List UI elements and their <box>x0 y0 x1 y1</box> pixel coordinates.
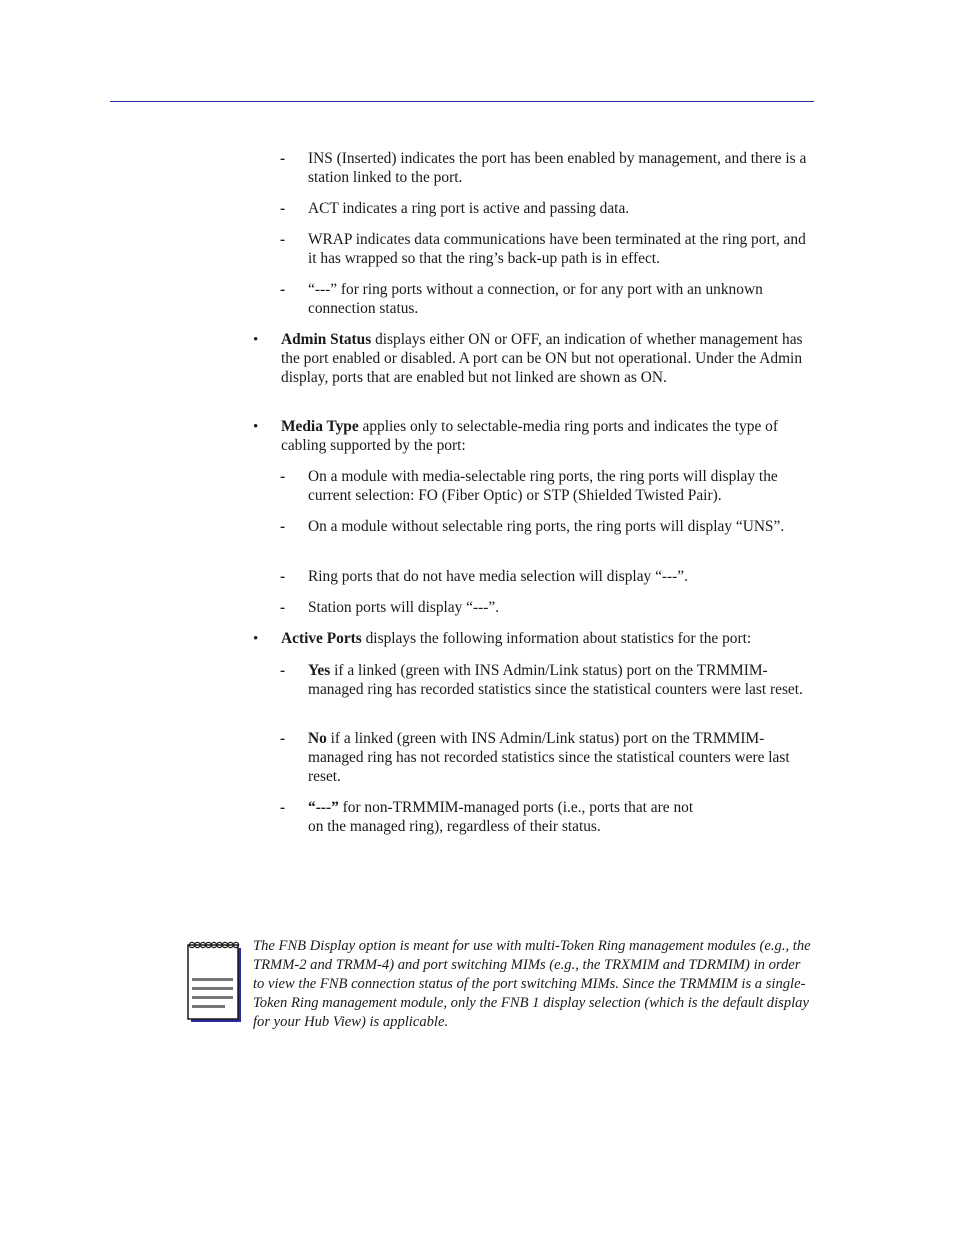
media-type-desc: applies only to selectable-media ring ports and indicates the type of cabling supported by the port: <box>281 418 778 454</box>
dash-marker: - <box>280 150 286 167</box>
bullet-text <box>281 331 814 387</box>
admin-status-desc: displays either ON or OFF, an indication of whether management has the port enabled or disabled. A port can be ON but not operational. Under the Admin display, ports that are enabled but not linked are shown as ON. <box>281 331 803 386</box>
list-item-text: ACT indicates a ring port is active and passing data. <box>308 200 630 217</box>
bullet-marker: • <box>253 631 259 647</box>
bullet-text <box>281 630 814 649</box>
list-item-text <box>308 799 814 837</box>
dashes-desc-1: for non-TRMMIM-managed ports (i.e., ports that are not <box>338 799 694 816</box>
dash-marker: - <box>280 599 286 616</box>
dash-marker: - <box>280 799 286 816</box>
note-pad-icon <box>186 940 242 1024</box>
active-ports-desc: displays the following information about statistics for the port: <box>361 630 752 647</box>
list-item-text: INS (Inserted) indicates the port has been enabled by management, and there is a station linked to the port. <box>308 150 807 186</box>
bullet-marker: • <box>253 332 259 348</box>
dash-marker: - <box>280 231 286 248</box>
list-item-text: “---” for ring ports without a connection, or for any port with an unknown connection status. <box>308 281 763 317</box>
list-item-text <box>308 662 814 700</box>
no-desc: if a linked (green with INS Admin/Link status) port on the TRMMIM-managed ring has not recorded statistics since the statistical counters were last reset. <box>308 730 790 785</box>
term-yes: Yes <box>308 662 331 679</box>
bullet-marker: • <box>253 419 259 435</box>
dash-marker: - <box>280 200 286 217</box>
term-active-ports: Active Ports <box>281 630 362 647</box>
dash-marker: - <box>280 568 286 585</box>
term-admin-status: Admin Status <box>281 331 372 348</box>
list-item-text: On a module with media-selectable ring ports, the ring ports will display the current selection: FO (Fiber Optic) or STP (Shielded Twisted Pair). <box>308 468 778 504</box>
list-item-text: On a module without selectable ring ports, the ring ports will display “UNS”. <box>308 518 785 535</box>
list-item-text: Station ports will display “---”. <box>308 599 500 616</box>
term-dashes: “---” <box>308 799 339 816</box>
dash-marker: - <box>280 281 286 298</box>
dash-marker: - <box>280 662 286 679</box>
dash-marker: - <box>280 730 286 747</box>
list-item-text: Ring ports that do not have media selection will display “---”. <box>308 568 688 585</box>
dash-marker: - <box>280 468 286 485</box>
note-text: The FNB Display option is meant for use with multi-Token Ring management modules (e.g., the TRMM-2 and TRMM-4) and port switching MIMs (e.g., the TRXMIM and TDRMIM) in order to view the FNB connection status of the port switching MIMs. Since the TRMMIM is a single-Token Ring management module, only the FNB 1 display selection (which is the default display for your Hub View) is applicable. <box>253 938 811 1030</box>
dashes-desc-2: on the managed ring), regardless of their status. <box>308 817 601 835</box>
list-item-text <box>308 730 814 786</box>
term-media-type: Media Type <box>281 418 359 435</box>
yes-desc: if a linked (green with INS Admin/Link status) port on the TRMMIM-managed ring has recorded statistics since the statistical counters were last reset. <box>308 662 803 698</box>
bullet-text <box>281 418 814 456</box>
term-no: No <box>308 730 327 747</box>
list-item-text: WRAP indicates data communications have been terminated at the ring port, and it has wrapped so that the ring’s back-up path is in effect. <box>308 231 806 267</box>
header-rule <box>110 101 814 102</box>
dash-marker: - <box>280 518 286 535</box>
